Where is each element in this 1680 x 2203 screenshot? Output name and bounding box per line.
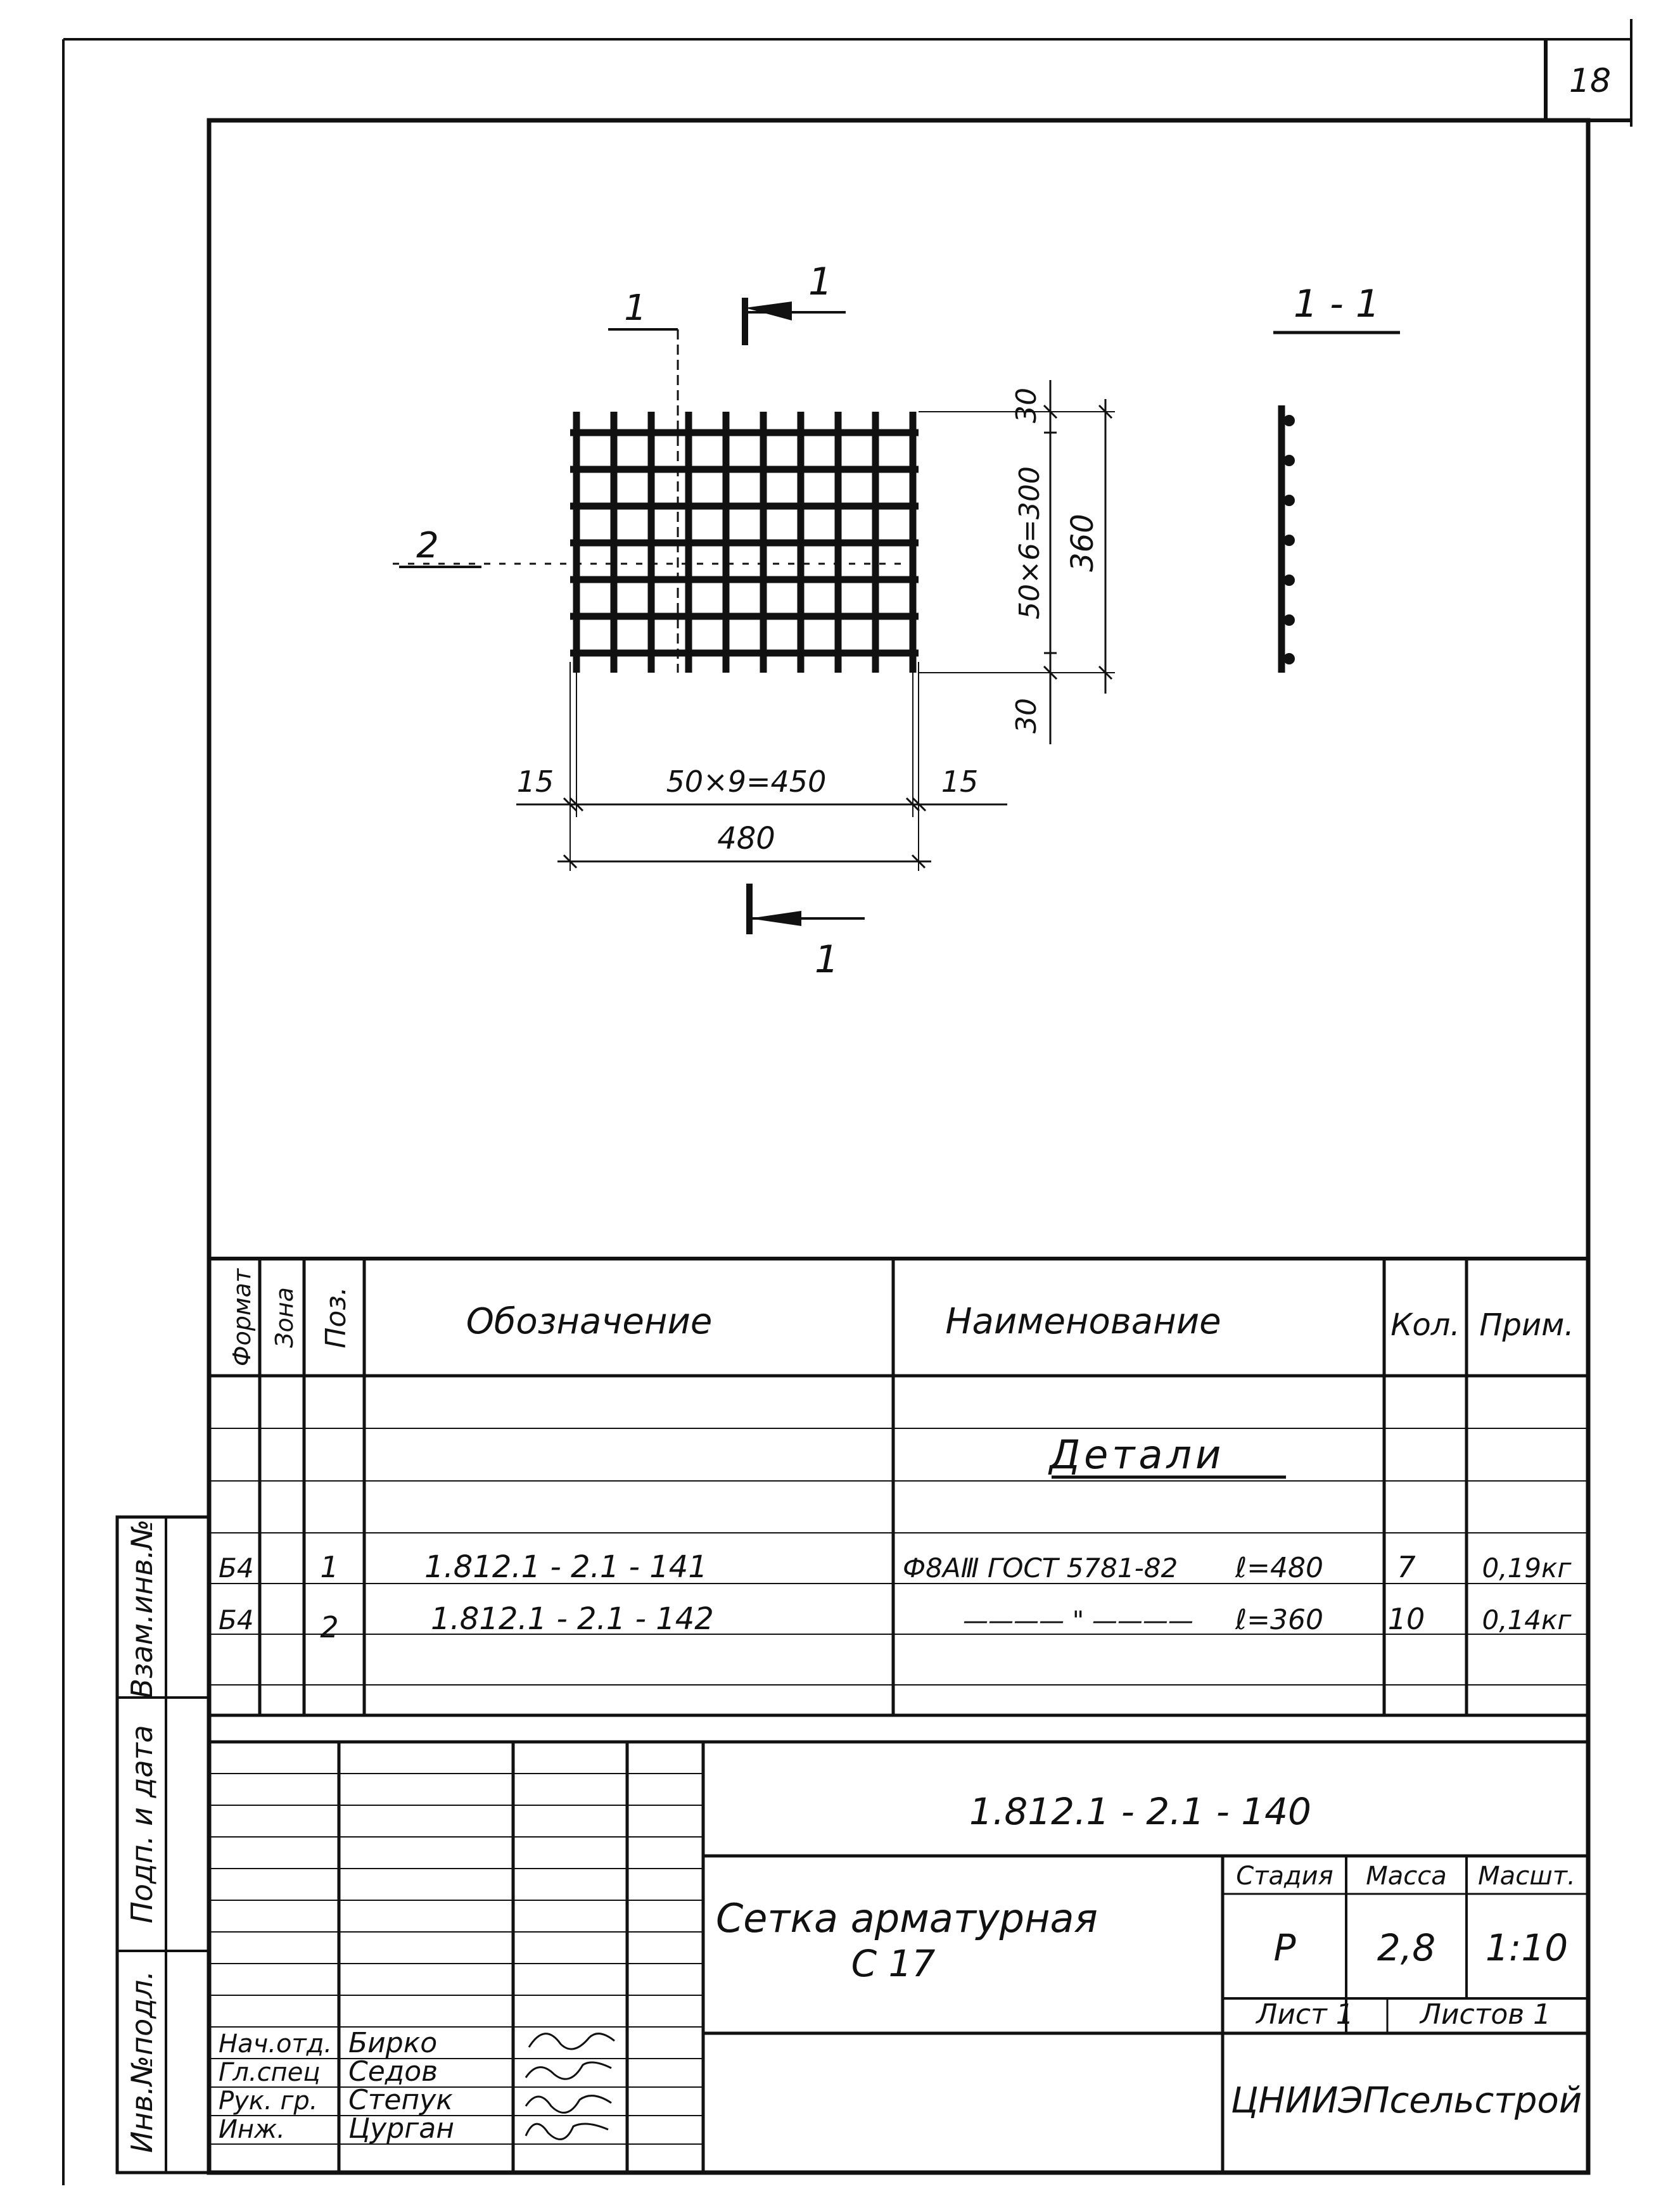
row-length: ℓ=480 <box>1235 1552 1324 1584</box>
row-pos: 2 <box>320 1610 339 1644</box>
scale-label: Масшт. <box>1478 1862 1575 1891</box>
row-format: Б4 <box>219 1604 254 1635</box>
signature-row <box>219 2084 611 2116</box>
dim-vertical-spacing: 50×6=300 <box>1014 466 1046 619</box>
sig-role: Нач.отд. <box>219 2029 333 2059</box>
row-qty: 7 <box>1397 1550 1416 1584</box>
sig-role: Инж. <box>219 2115 285 2144</box>
section-mark-top <box>745 260 846 345</box>
dim-width-total: 480 <box>717 821 775 856</box>
row-name: ———— " ———— <box>963 1606 1193 1635</box>
dim-bottom-offset: 30 <box>1010 698 1043 733</box>
table-row <box>219 1549 1572 1585</box>
dim-height-total: 360 <box>1065 514 1100 572</box>
page-number-box <box>1546 39 1631 120</box>
row-pos: 1 <box>320 1550 339 1584</box>
stage-value: Р <box>1273 1926 1296 1969</box>
header-pos: Поз. <box>320 1286 352 1349</box>
horizontal-dimensions <box>516 662 1007 871</box>
section-mark-bottom <box>749 884 865 982</box>
dim-top-offset: 30 <box>1010 388 1043 423</box>
sig-role: Рук. гр. <box>219 2086 318 2116</box>
vertical-dimensions <box>919 380 1115 744</box>
leader-label-bar-1: 1 <box>624 288 647 329</box>
sig-name: Цурган <box>348 2112 454 2145</box>
stamp-podp-data: Подп. и дата <box>125 1725 159 1924</box>
stamp-inv-podl: Инв.№подл. <box>125 1970 159 2154</box>
signature-row <box>219 2055 611 2088</box>
sheet-label: Лист 1 <box>1256 1998 1354 2031</box>
section-mark-top-label: 1 <box>808 260 833 304</box>
leader-label-bar-2: 2 <box>416 525 439 566</box>
row-note: 0,19кг <box>1482 1552 1572 1584</box>
header-zone: Зона <box>270 1287 298 1348</box>
spec-table <box>209 1259 1588 1715</box>
scale-value: 1:10 <box>1485 1926 1569 1969</box>
header-format: Формат <box>228 1268 256 1367</box>
sig-name: Степук <box>348 2084 453 2116</box>
section-heading-details: Детали <box>1049 1432 1225 1478</box>
mass-value: 2,8 <box>1377 1926 1436 1969</box>
stamp-vzam-inv: Взам.инв.№ <box>125 1519 159 1699</box>
row-name: Ф8АⅢ ГОСТ 5781-82 <box>903 1552 1178 1584</box>
signature-row <box>219 2112 608 2145</box>
header-note: Прим. <box>1479 1307 1574 1343</box>
mass-label: Масса <box>1366 1862 1447 1891</box>
row-designation: 1.812.1 - 2.1 - 142 <box>431 1601 714 1637</box>
sheets-label: Листов 1 <box>1420 1998 1551 2031</box>
section-title: 1 - 1 <box>1293 282 1380 326</box>
header-qty: Кол. <box>1390 1307 1460 1343</box>
doc-title-line2: С 17 <box>851 1942 936 1985</box>
mesh-drawing <box>393 260 1115 982</box>
row-qty: 10 <box>1387 1602 1425 1636</box>
dim-left-offset: 15 <box>516 765 554 799</box>
signature-row <box>219 2027 614 2059</box>
header-name: Наименование <box>945 1301 1221 1342</box>
row-length: ℓ=360 <box>1235 1604 1324 1636</box>
sig-name: Бирко <box>348 2027 438 2059</box>
stage-label: Стадия <box>1236 1862 1333 1891</box>
doc-title-line1: Сетка арматурная <box>716 1895 1098 1941</box>
section-1-1 <box>1273 282 1400 673</box>
organization: ЦНИИЭПсельстрой <box>1230 2080 1582 2121</box>
header-designation: Обозначение <box>466 1301 713 1342</box>
sig-name: Седов <box>348 2055 438 2088</box>
side-stamp <box>117 1517 209 2173</box>
section-mark-bottom-label: 1 <box>814 937 839 982</box>
table-row <box>219 1601 1572 1644</box>
row-designation: 1.812.1 - 2.1 - 141 <box>424 1549 708 1585</box>
row-note: 0,14кг <box>1482 1604 1572 1635</box>
title-block <box>209 1742 1588 2173</box>
signature-mark <box>526 2096 611 2113</box>
sig-role: Гл.спец <box>219 2058 321 2087</box>
signature-mark <box>526 2062 611 2079</box>
doc-code: 1.812.1 - 2.1 - 140 <box>969 1790 1311 1833</box>
dim-horizontal-spacing: 50×9=450 <box>666 765 827 799</box>
row-format: Б4 <box>219 1552 254 1584</box>
dim-right-offset: 15 <box>941 765 979 799</box>
page-number: 18 <box>1569 62 1612 100</box>
signature-mark <box>526 2124 608 2139</box>
signature-mark <box>529 2034 614 2049</box>
